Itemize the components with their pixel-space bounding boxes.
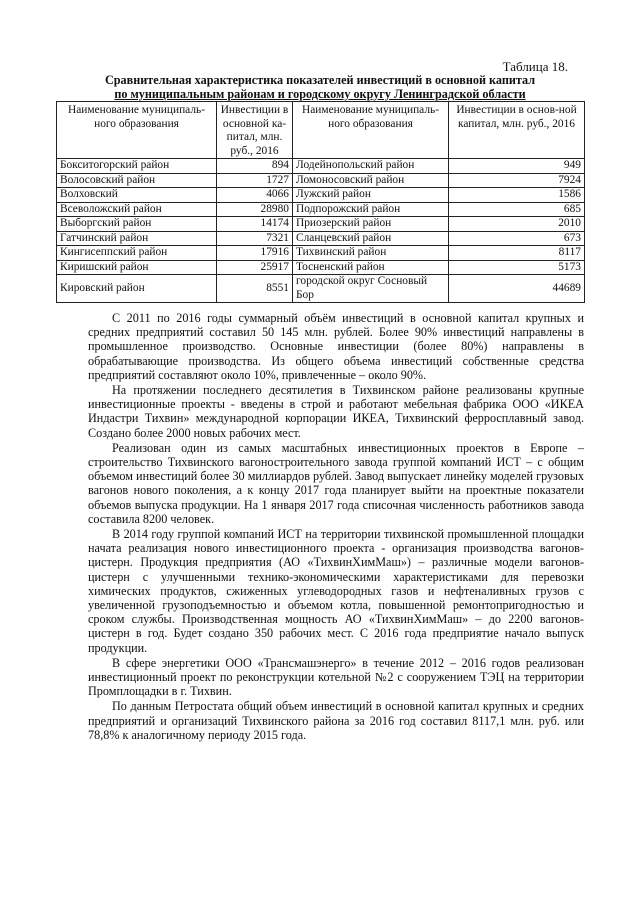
paragraph: В сфере энергетики ООО «Трансмашэнерго» в течение 2012 – 2016 годов реализован инвестиционный проект по реконструкции котельной №2 с сооружением ТЭЦ на территории Промплощадки в г. Тихвин. [88, 655, 584, 699]
paragraph: На протяжении последнего десятилетия в Тихвинском районе реализованы крупные инвестиционные проекты - введены в строй и работают мебельная фабрика ООО «ИКЕА Индастри Тихвин» международной корпорации ИКЕА, Тихвинский ферросплавный завод. Создано более 2000 новых рабочих мест. [88, 383, 584, 440]
table-title-line1: Сравнительная характеристика показателей инвестиций в основной капитал [104, 73, 536, 87]
investment-cell: 14174 [217, 217, 293, 232]
investment-table [56, 101, 585, 303]
table-title-line2: по муниципальным районам и городскому округу Ленинградской области [114, 87, 526, 101]
municipality-cell: городской округ Сосновый Бор [293, 275, 449, 303]
municipality-cell: Лужский район [293, 188, 449, 203]
municipality-cell: Приозерский район [293, 217, 449, 232]
investment-cell: 1727 [217, 173, 293, 188]
investment-cell: 1586 [449, 188, 585, 203]
table-number: Таблица 18. [502, 59, 568, 74]
table-row [57, 159, 585, 174]
table-row [57, 173, 585, 188]
municipality-cell: Киришский район [57, 260, 217, 275]
header-municipality-2: Наименование муниципаль-ного образования [293, 102, 449, 159]
table-row [57, 217, 585, 232]
header-investment-2: Инвестиции в основ-ной капитал, млн. руб., 2016 [449, 102, 585, 159]
investment-cell: 28980 [217, 202, 293, 217]
paragraph: В 2014 году группой компаний ИСТ на территории тихвинской промышленной площадки начата реализация нового инвестиционного проекта - организация производства вагонов-цистерн. Продукция предприятия (АО «ТихвинХимМаш») – различные модели вагонов-цистерн с улучшенными технико-экономическими характеристиками для перевозки химических продуктов, сжиженных углеводородных газов и нефтеналивных грузов с увеличенной грузоподъемностью и объемом котла, повышенной ремонтопригодностью и сроком службы. Производственная мощность АО «ТихвинХимМаш» – до 2200 вагонов-цистерн в год. Будет создано 350 рабочих мест. С 2016 года предприятие начало выпуск продукции. [88, 527, 584, 655]
investment-cell: 25917 [217, 260, 293, 275]
municipality-cell: Подпорожский район [293, 202, 449, 217]
investment-cell: 17916 [217, 246, 293, 261]
municipality-cell: Всеволожский район [57, 202, 217, 217]
investment-cell: 8117 [449, 246, 585, 261]
municipality-cell: Сланцевский район [293, 231, 449, 246]
header-investment-1: Инвестиции в основной ка-питал, млн. руб., 2016 [217, 102, 293, 159]
municipality-cell: Тосненский район [293, 260, 449, 275]
table-body [57, 159, 585, 303]
paragraph: С 2011 по 2016 годы суммарный объём инвестиций в основной капитал крупных и средних предприятий составил 50 145 млн. рублей. Более 90% инвестиций направлены в промышленное производство. Основные инвестиции (более 80%) направлены в обрабатывающие производства. Из общего объема инвестиций собственные средства предприятий составляют около 10%, привлеченные – около 90%. [88, 311, 584, 382]
paragraph: По данным Петростата общий объем инвестиций в основной капитал крупных и средних предприятий и организаций Тихвинского района за 2016 год составил 8117,1 млн. руб. или 78,8% к аналогичному периоду 2015 года. [88, 699, 584, 742]
investment-cell: 685 [449, 202, 585, 217]
investment-cell: 4066 [217, 188, 293, 203]
paragraph: Реализован один из самых масштабных инвестиционных проектов в Европе – строительство Тихвинского вагоностроительного завода группой компаний ИСТ – с общим объемом инвестиций более 30 миллиардов рублей. Завод выпускает линейку моделей грузовых вагонов нового поколения, а к концу 2017 года планирует выйти на проектные показатели объемов выпуска продукции. На 1 января 2017 года списочная численность работников завода составила 8200 человек. [88, 440, 584, 526]
investment-cell: 7321 [217, 231, 293, 246]
table-row [57, 275, 585, 303]
investment-cell: 8551 [217, 275, 293, 303]
table-row [57, 188, 585, 203]
investment-cell: 673 [449, 231, 585, 246]
municipality-cell: Лодейнопольский район [293, 159, 449, 174]
body-text [88, 311, 584, 743]
table-row [57, 260, 585, 275]
investment-cell: 894 [217, 159, 293, 174]
investment-cell: 44689 [449, 275, 585, 303]
investment-cell: 2010 [449, 217, 585, 232]
investment-cell: 5173 [449, 260, 585, 275]
municipality-cell: Ломоносовский район [293, 173, 449, 188]
table-title [56, 73, 584, 101]
investment-cell: 949 [449, 159, 585, 174]
municipality-cell: Кингисеппский район [57, 246, 217, 261]
table-row [57, 246, 585, 261]
table-row [57, 202, 585, 217]
municipality-cell: Волховский [57, 188, 217, 203]
municipality-cell: Кировский район [57, 275, 217, 303]
municipality-cell: Бокситогорский район [57, 159, 217, 174]
municipality-cell: Волосовский район [57, 173, 217, 188]
header-municipality-1: Наименование муниципаль-ного образования [57, 102, 217, 159]
investment-cell: 7924 [449, 173, 585, 188]
table-row [57, 231, 585, 246]
municipality-cell: Выборгский район [57, 217, 217, 232]
table-header-row [57, 102, 585, 159]
municipality-cell: Тихвинский район [293, 246, 449, 261]
municipality-cell: Гатчинский район [57, 231, 217, 246]
